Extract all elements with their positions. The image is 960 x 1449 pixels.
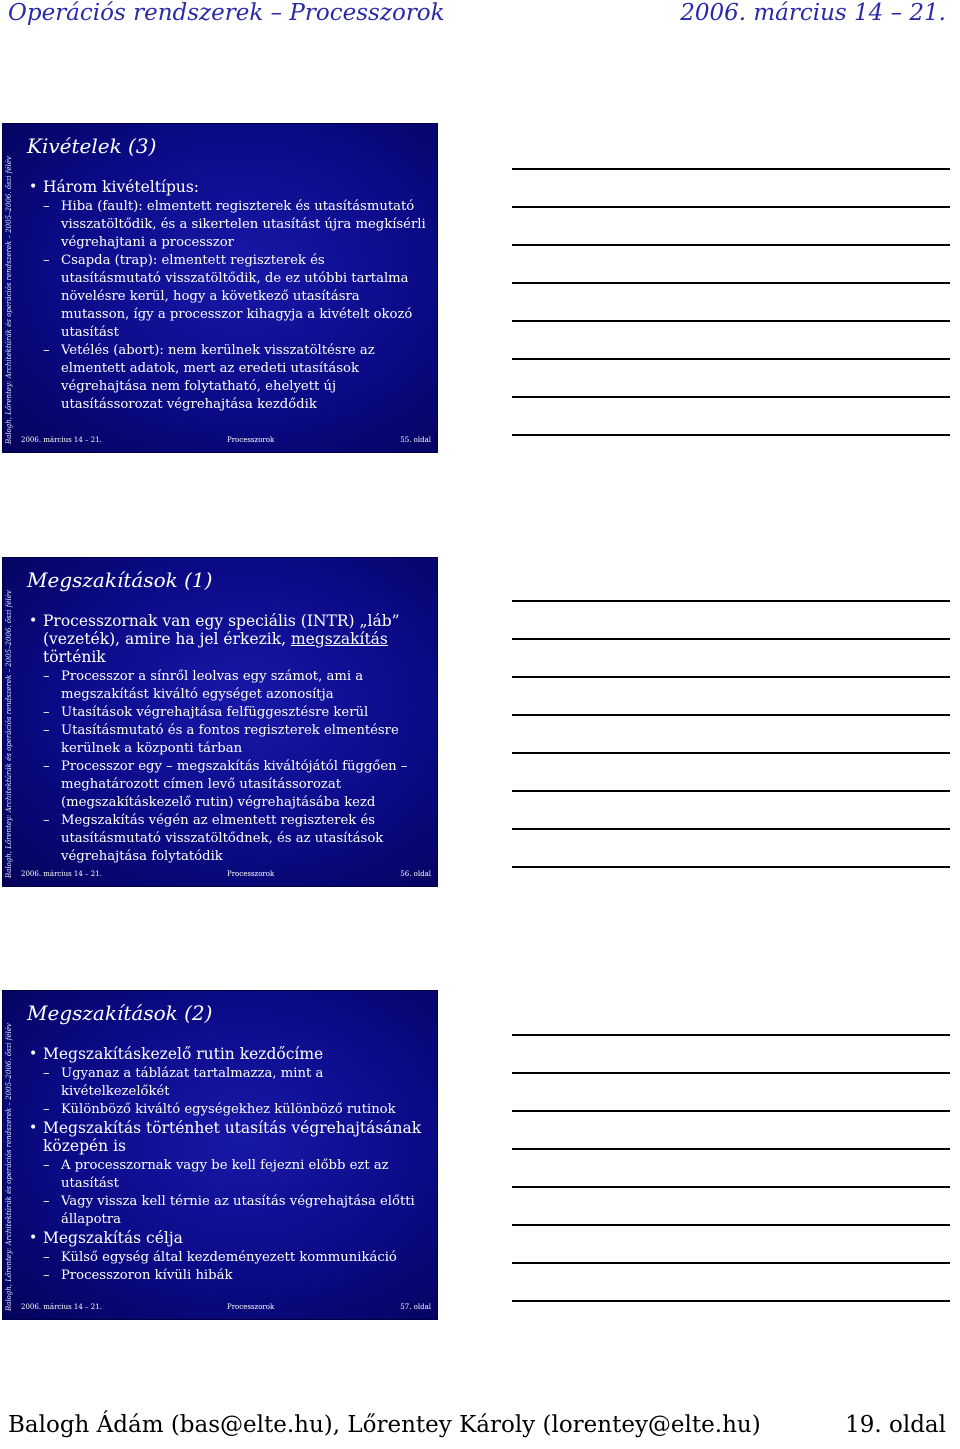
slide-footer-topic: Processzorok <box>227 436 275 444</box>
slide-side-text: Balogh, Lőrentey: Architektúrák és operációs rendszerek – 2005–2006. őszi félév <box>5 156 13 444</box>
bullet-item: • Processzornak van egy speciális (INTR) „láb” (vezeték), amire ha jel érkezik, megszakítás történik <box>29 612 400 666</box>
dash-icon: – <box>43 813 50 828</box>
note-line <box>512 790 950 792</box>
sub-item: – Ugyanaz a táblázat tartalmazza, mint a kivételkezelőkét <box>43 1066 324 1099</box>
slide-footer <box>17 1303 431 1315</box>
bullet-item: • Megszakításkezelő rutin kezdőcíme <box>29 1045 324 1063</box>
note-line <box>512 752 950 754</box>
page-header <box>0 0 960 32</box>
slide-title: Megszakítások (2) <box>27 1001 213 1025</box>
dash-icon: – <box>43 759 50 774</box>
dash-icon: – <box>43 705 50 720</box>
note-line <box>512 1300 950 1302</box>
notes-area <box>512 1034 950 1338</box>
sub-item: – Különböző kiváltó egységekhez különböző rutinok <box>43 1102 396 1117</box>
note-line <box>512 244 950 246</box>
note-line <box>512 396 950 398</box>
header-title: Operációs rendszerek – Processzorok <box>8 0 445 26</box>
bullet-item: • Megszakítás célja <box>29 1229 183 1247</box>
sub-item: – Hiba (fault): elmentett regiszterek és utasításmutató visszatöltődik, és a sikertelen utasítást újra megkísérli végrehajtani a processzor <box>43 199 426 250</box>
note-line <box>512 828 950 830</box>
dash-icon: – <box>43 723 50 738</box>
header-date: 2006. március 14 – 21. <box>680 0 946 26</box>
note-line <box>512 282 950 284</box>
sub-item: – Vagy vissza kell térnie az utasítás végrehajtása előtti állapotra <box>43 1194 415 1227</box>
note-line <box>512 866 950 868</box>
slide-56 <box>2 557 438 887</box>
note-line <box>512 168 950 170</box>
sub-item: – Processzoron kívüli hibák <box>43 1268 233 1283</box>
slide-side-text: Balogh, Lőrentey: Architektúrák és operációs rendszerek – 2005–2006. őszi félév <box>5 1023 13 1311</box>
bullet-icon: • <box>29 1230 38 1246</box>
sub-item: – Csapda (trap): elmentett regiszterek és utasításmutató visszatöltődik, de ez utóbbi tartalma növelésre kerül, hogy a következő utasításra mutasson, így a processzor kihagyja a kivételt okozó utasítást <box>43 253 413 340</box>
note-line <box>512 434 950 436</box>
dash-icon: – <box>43 1268 50 1283</box>
dash-icon: – <box>43 199 50 214</box>
slide-55 <box>2 123 438 453</box>
dash-icon: – <box>43 1066 50 1081</box>
slide-footer <box>17 436 431 448</box>
slide-title: Megszakítások (1) <box>27 568 213 592</box>
slide-footer-page: 56. oldal <box>400 870 431 878</box>
slide-body <box>27 178 427 414</box>
sub-item: – Utasításmutató és a fontos regiszterek elmentésre kerülnek a központi tárban <box>43 723 399 756</box>
slide-footer-date: 2006. március 14 – 21. <box>21 1303 102 1311</box>
slide-side-text: Balogh, Lőrentey: Architektúrák és operációs rendszerek – 2005–2006. őszi félév <box>5 590 13 878</box>
note-line <box>512 714 950 716</box>
sub-item: – Processzor a sínről leolvas egy számot, ami a megszakítást kiváltó egységet azonosítja <box>43 669 364 702</box>
slide-footer-page: 57. oldal <box>400 1303 431 1311</box>
note-line <box>512 1224 950 1226</box>
dash-icon: – <box>43 1250 50 1265</box>
notes-area <box>512 600 950 904</box>
sub-item: – Megszakítás végén az elmentett regiszterek és utasításmutató visszatöltődnek, és az utasítások végrehajtása folytatódik <box>43 813 384 864</box>
bullet-icon: • <box>29 179 38 195</box>
note-line <box>512 320 950 322</box>
page-footer-authors: Balogh Ádám (bas@elte.hu), Lőrentey Károly (lorentey@elte.hu) <box>8 1412 761 1438</box>
slide-footer-date: 2006. március 14 – 21. <box>21 436 102 444</box>
slide-footer-topic: Processzorok <box>227 870 275 878</box>
note-line <box>512 206 950 208</box>
bullet-item: • Megszakítás történhet utasítás végrehajtásának közepén is <box>29 1119 422 1155</box>
sub-item: – Külső egység által kezdeményezett kommunikáció <box>43 1250 397 1265</box>
sub-item: – A processzornak vagy be kell fejezni előbb ezt az utasítást <box>43 1158 389 1191</box>
bullet-icon: • <box>29 1120 38 1136</box>
bullet-icon: • <box>29 1046 38 1062</box>
note-line <box>512 1072 950 1074</box>
note-line <box>512 358 950 360</box>
dash-icon: – <box>43 1158 50 1173</box>
bullet-icon: • <box>29 613 38 629</box>
note-line <box>512 600 950 602</box>
dash-icon: – <box>43 1102 50 1117</box>
slide-footer <box>17 870 431 882</box>
dash-icon: – <box>43 343 50 358</box>
notes-area <box>512 168 950 472</box>
slide-57 <box>2 990 438 1320</box>
note-line <box>512 638 950 640</box>
note-line <box>512 676 950 678</box>
sub-item: – Processzor egy – megszakítás kiváltójától függően – meghatározott címen levő utasítássorozat (megszakításkezelő rutin) végrehajtásába kezd <box>43 759 408 810</box>
page-footer <box>0 1410 960 1444</box>
slide-footer-page: 55. oldal <box>400 436 431 444</box>
slide-footer-date: 2006. március 14 – 21. <box>21 870 102 878</box>
note-line <box>512 1148 950 1150</box>
slide-title: Kivételek (3) <box>27 134 157 158</box>
note-line <box>512 1110 950 1112</box>
dash-icon: – <box>43 669 50 684</box>
slide-footer-topic: Processzorok <box>227 1303 275 1311</box>
note-line <box>512 1186 950 1188</box>
sub-item: – Vetélés (abort): nem kerülnek visszatöltésre az elmentett adatok, mert az eredeti utasítások végrehajtása nem folytatható, ehelyett új utasítássorozat végrehajtása kezdődik <box>43 343 375 412</box>
dash-icon: – <box>43 253 50 268</box>
dash-icon: – <box>43 1194 50 1209</box>
sub-item: – Utasítások végrehajtása felfüggesztésre kerül <box>43 705 369 720</box>
page-footer-number: 19. oldal <box>845 1412 946 1438</box>
underlined-term: megszakítás <box>290 630 388 648</box>
note-line <box>512 1034 950 1036</box>
slide-body <box>27 1045 427 1285</box>
slide-body <box>27 612 427 866</box>
bullet-item: • Három kivételtípus: <box>29 178 200 196</box>
note-line <box>512 1262 950 1264</box>
